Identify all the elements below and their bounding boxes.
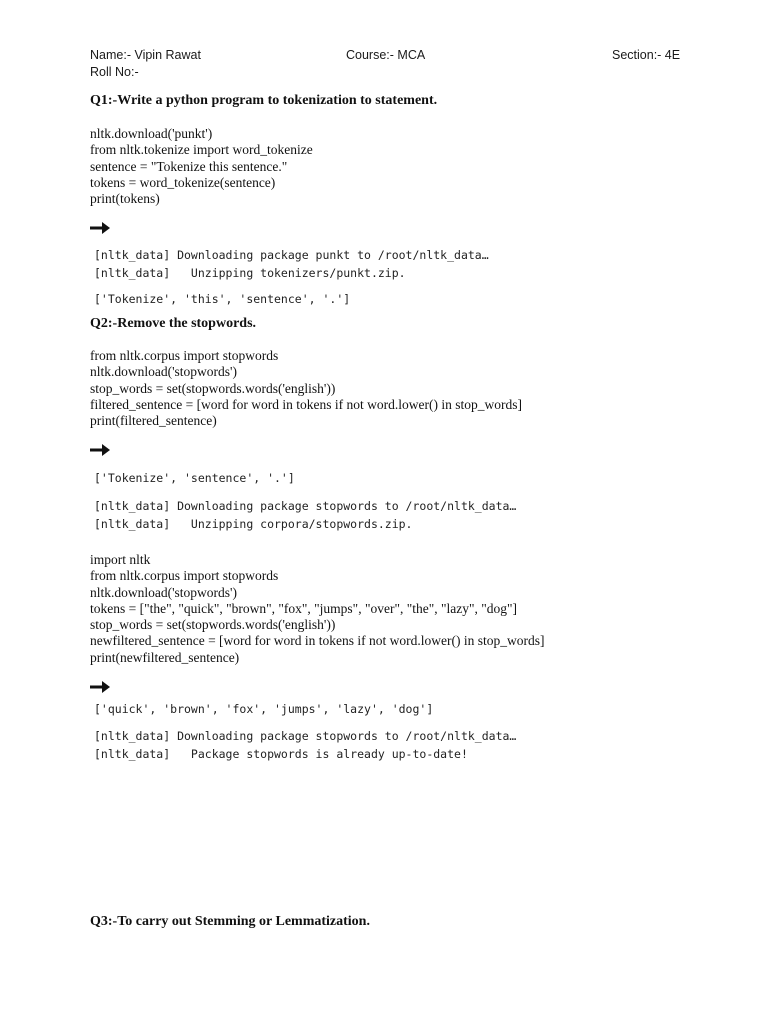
output-line: ['Tokenize', 'this', 'sentence', '.'] xyxy=(94,292,351,306)
code-line: from nltk.tokenize import word_tokenize xyxy=(90,142,313,158)
code-line: stop_words = set(stopwords.words('english')) xyxy=(90,380,336,396)
q1-code xyxy=(90,126,313,207)
output-line: [nltk_data] Unzipping tokenizers/punkt.zip. xyxy=(94,266,406,280)
q2-output-2-result xyxy=(94,700,433,718)
code-line: print(tokens) xyxy=(90,191,160,207)
output-line: [nltk_data] Downloading package stopwords to /root/nltk_data… xyxy=(94,729,517,743)
code-line: from nltk.corpus import stopwords xyxy=(90,568,279,584)
code-line: nltk.download('stopwords') xyxy=(90,364,237,380)
right-arrow-icon xyxy=(90,444,110,456)
code-line: tokens = word_tokenize(sentence) xyxy=(90,174,276,190)
q2-title: Q2:-Remove the stopwords. xyxy=(90,316,257,331)
code-line: tokens = ["the", "quick", "brown", "fox", "jumps", "over", "the", "lazy", "dog"] xyxy=(90,600,517,616)
code-line: from nltk.corpus import stopwords xyxy=(90,348,279,363)
right-arrow-icon xyxy=(90,222,110,234)
q1-title: Q1:-Write a python program to tokenization to statement. xyxy=(90,93,438,108)
q2-code-2 xyxy=(90,552,545,666)
right-arrow-icon xyxy=(90,681,110,693)
output-line: [nltk_data] Downloading package stopwords to /root/nltk_data… xyxy=(94,499,517,513)
code-line: sentence = "Tokenize this sentence." xyxy=(90,158,288,174)
code-line: print(newfiltered_sentence) xyxy=(90,649,240,665)
code-line: stop_words = set(stopwords.words('english')) xyxy=(90,617,336,633)
code-line: newfiltered_sentence = [word for word in tokens if not word.lower() in stop_words] xyxy=(90,633,545,649)
q1-output-result xyxy=(94,290,350,308)
q2-output-1-log xyxy=(94,497,516,533)
output-line: ['quick', 'brown', 'fox', 'jumps', 'lazy', 'dog'] xyxy=(94,702,434,716)
q2-code-1 xyxy=(90,348,522,429)
output-line: [nltk_data] Package stopwords is already up-to-date! xyxy=(94,747,468,761)
q2-output-2-log xyxy=(94,727,516,763)
section: Section:- 4E xyxy=(612,48,681,62)
output-line: ['Tokenize', 'sentence', '.'] xyxy=(94,471,295,485)
roll-no: Roll No:- xyxy=(90,65,139,79)
q2-output-1-result xyxy=(94,469,295,487)
code-line: filtered_sentence = [word for word in tokens if not word.lower() in stop_words] xyxy=(90,396,523,412)
code-line: print(filtered_sentence) xyxy=(90,413,217,429)
output-line: [nltk_data] Unzipping corpora/stopwords.zip. xyxy=(94,517,413,531)
code-line: nltk.download('punkt') xyxy=(90,126,213,141)
student-name: Name:- Vipin Rawat xyxy=(90,48,201,62)
code-line: import nltk xyxy=(90,552,151,567)
q3-title: Q3:-To carry out Stemming or Lemmatization. xyxy=(90,914,370,929)
output-line: [nltk_data] Downloading package punkt to /root/nltk_data… xyxy=(94,248,489,262)
course: Course:- MCA xyxy=(346,48,426,62)
code-line: nltk.download('stopwords') xyxy=(90,584,237,600)
q1-output-log xyxy=(94,246,489,282)
